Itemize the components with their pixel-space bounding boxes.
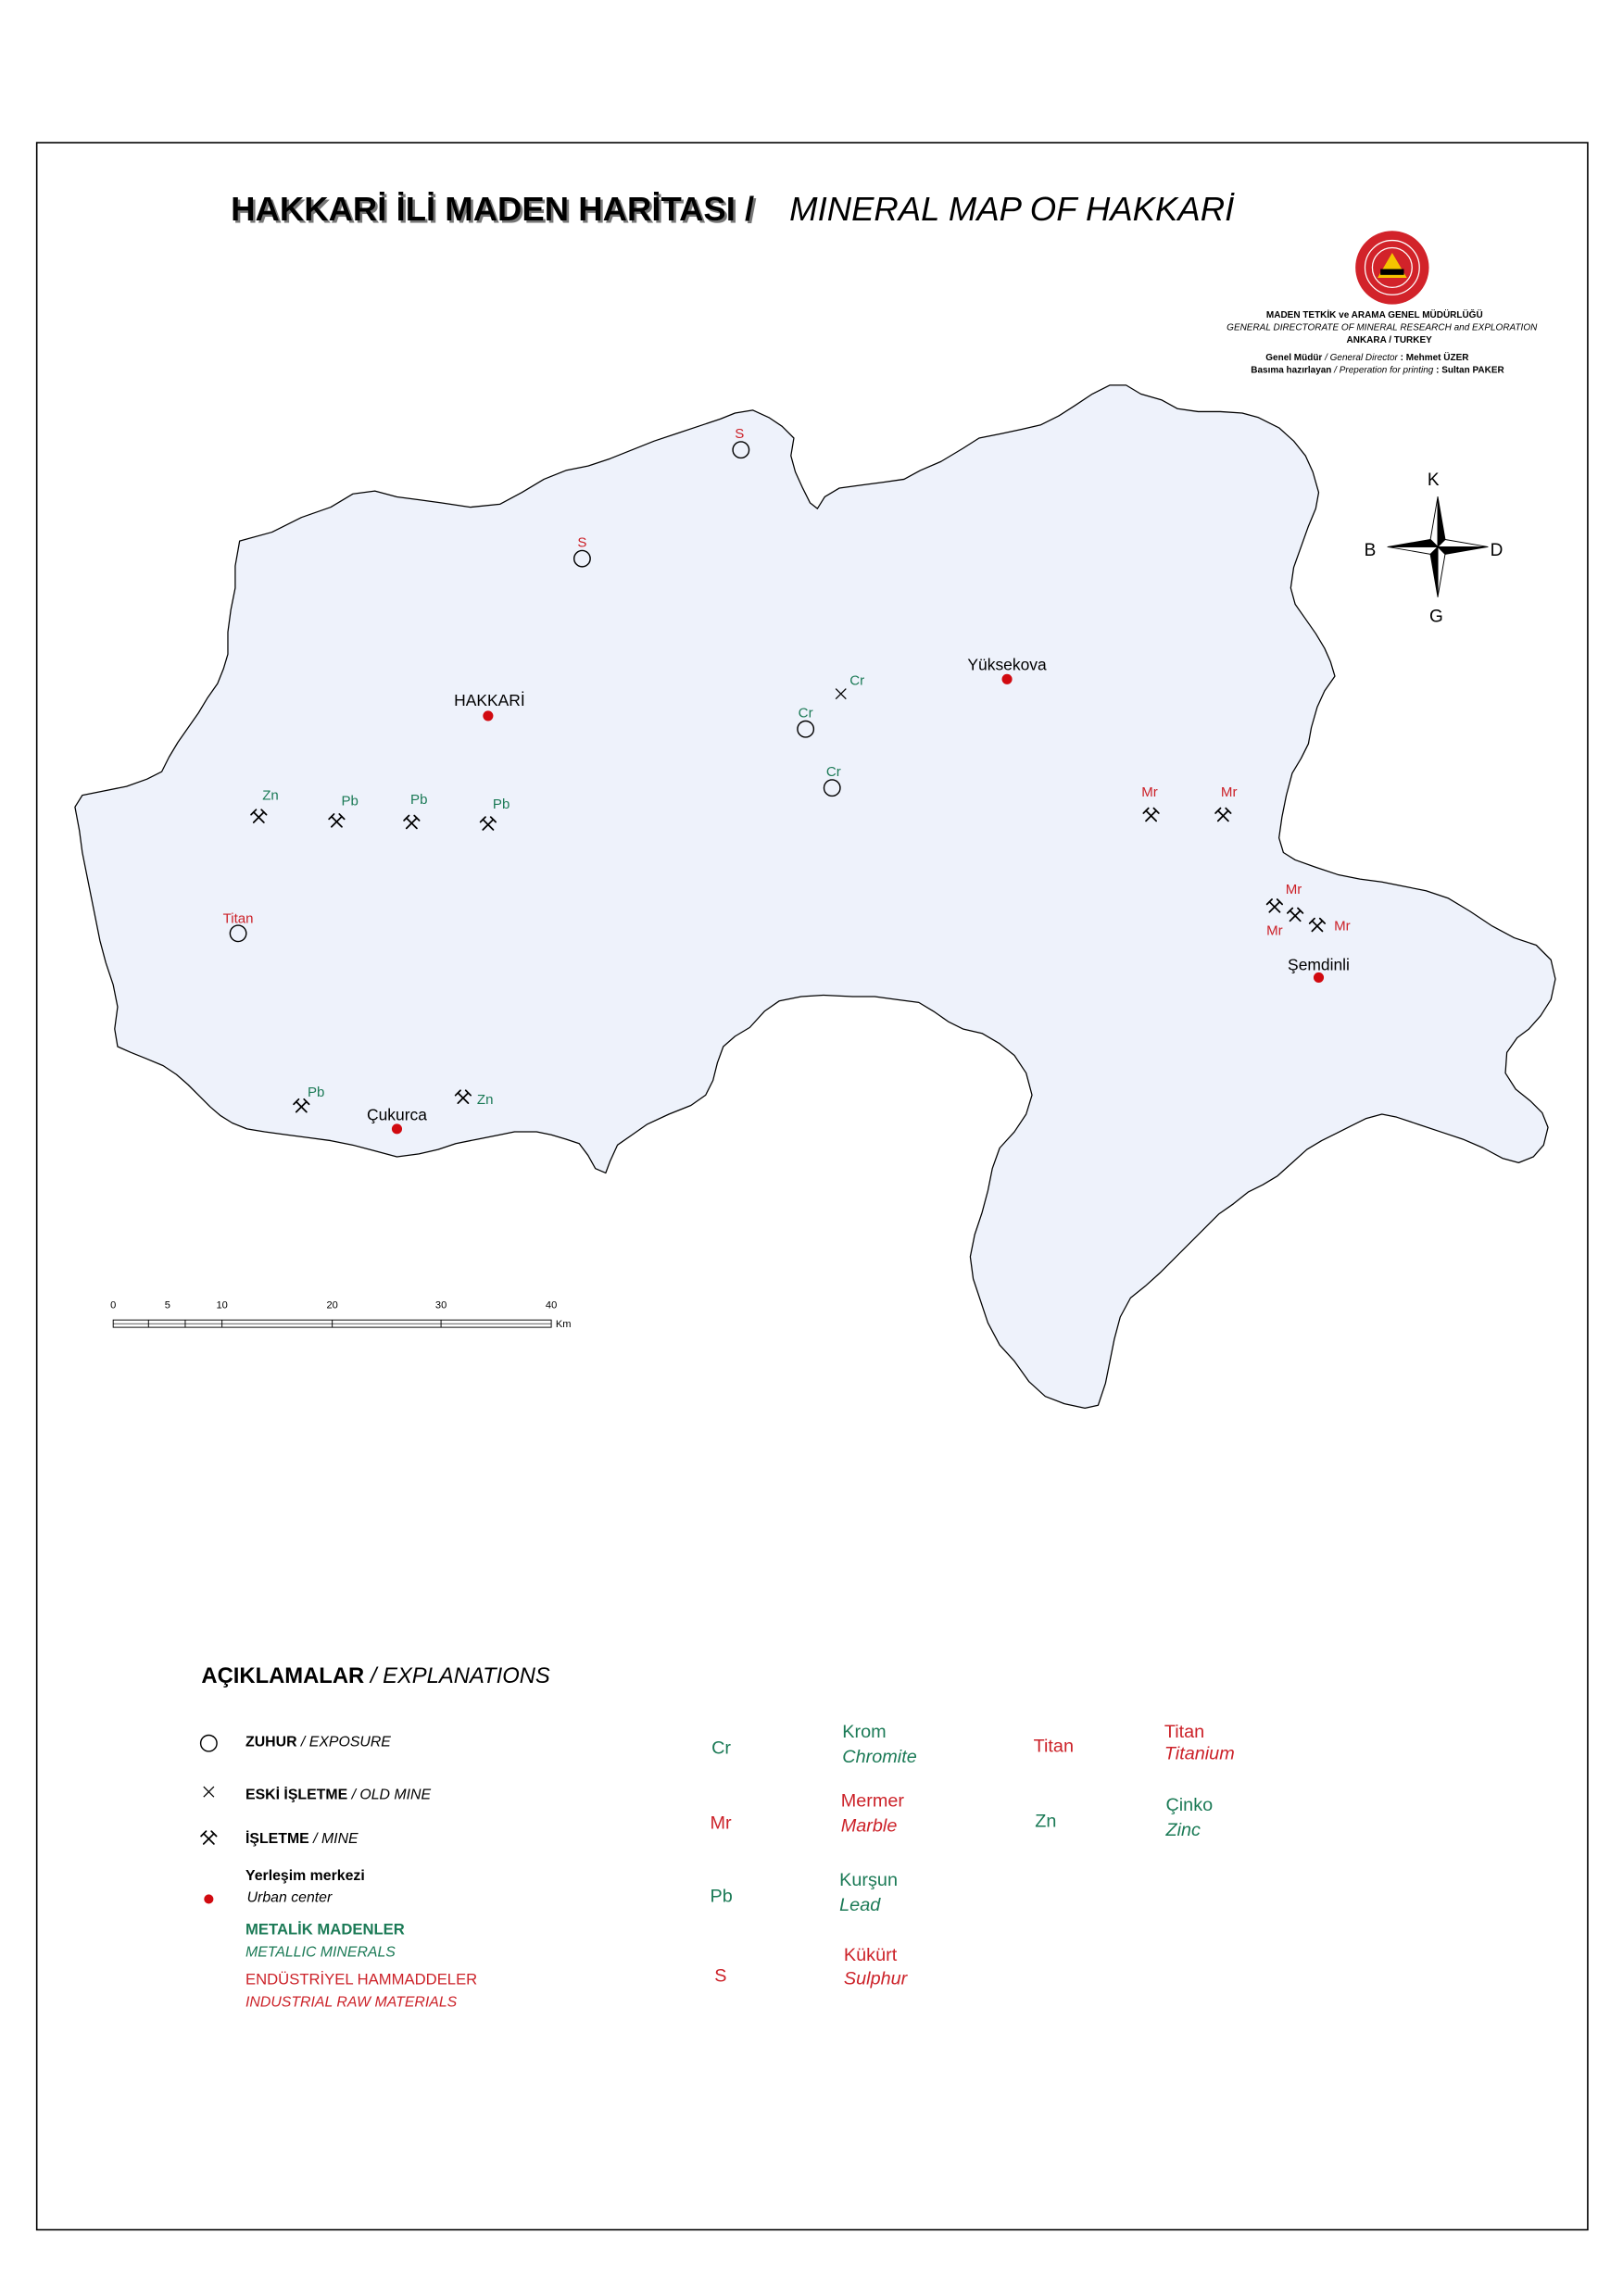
legend-exposure-tr: ZUHUR: [245, 1734, 297, 1750]
map-title-en: MINERAL MAP OF HAKKARİ: [789, 190, 1235, 229]
urban-center-icon: [204, 1894, 213, 1903]
director-label-en: / General Director: [1325, 352, 1398, 363]
legend-mine-en: / MINE: [313, 1831, 359, 1848]
urban-center-icon: [1002, 674, 1013, 684]
legend-mine-tr: İŞLETME: [245, 1831, 309, 1848]
site-label: Mr: [1334, 918, 1351, 935]
site-label: S: [577, 534, 587, 551]
legend-mineral-code: Cr: [711, 1738, 732, 1759]
scale-unit-label: Km: [555, 1319, 572, 1331]
urban-center-icon: [483, 710, 493, 721]
legend-old-mine-en: / OLD MINE: [351, 1787, 432, 1803]
urban-center-icon: [1314, 972, 1324, 983]
legend-mineral-name-en: Marble: [840, 1815, 898, 1837]
director-line: [1265, 351, 1468, 363]
scale-tick-label: 0: [110, 1299, 117, 1311]
legend-mineral-name-en: Zinc: [1165, 1820, 1201, 1841]
site-label: Mr: [1141, 784, 1158, 801]
legend-mineral-name: Krom: [842, 1721, 887, 1742]
legend: [201, 1663, 1235, 2010]
compass-west-label: B: [1364, 540, 1377, 560]
compass-south-label: G: [1429, 607, 1443, 627]
legend-mineral-name-en: Titanium: [1164, 1743, 1235, 1764]
legend-exposure-label: [245, 1734, 391, 1750]
legend-mineral-name-en: Sulphur: [843, 1968, 908, 1989]
compass-north-label: K: [1427, 470, 1440, 490]
site-label: Titan: [222, 910, 254, 927]
site-label: Mr: [1220, 784, 1238, 801]
legend-mineral-name: Kurşun: [839, 1870, 898, 1891]
scale-tick-label: 40: [545, 1299, 558, 1311]
legend-mineral-code: S: [714, 1965, 727, 1987]
legend-mineral-name: Çinko: [1165, 1795, 1214, 1816]
preparation-line: [1251, 365, 1503, 375]
legend-mineral-name: Mermer: [840, 1790, 905, 1812]
mta-logo-icon: [1355, 231, 1428, 304]
site-label: Cr: [798, 705, 813, 721]
site-label: Zn: [476, 1091, 494, 1108]
legend-old-mine-label: [245, 1787, 431, 1803]
old-mine-icon: [204, 1787, 214, 1797]
site-label: Pb: [341, 793, 359, 809]
legend-heading-en: / EXPLANATIONS: [370, 1663, 550, 1689]
place-label: Çukurca: [367, 1105, 427, 1124]
legend-heading: [201, 1663, 550, 1688]
scale-tick-label: 5: [164, 1299, 170, 1311]
hakkari-province-outline: [75, 385, 1555, 1409]
site-label: S: [735, 425, 745, 442]
scale-tick-label: 20: [326, 1299, 338, 1311]
legend-urban-center-en: Urban center: [246, 1889, 333, 1906]
legend-industrial-tr: ENDÜSTRİYEL HAMMADDELER: [245, 1970, 478, 1989]
legend-mineral-code: Mr: [710, 1813, 732, 1834]
legend-mineral-name-en: Chromite: [842, 1746, 917, 1767]
compass-north-left: [1430, 496, 1438, 546]
director-label: Genel Müdür: [1265, 352, 1323, 363]
exposure-icon: [201, 1735, 217, 1750]
institution-location: ANKARA / TURKEY: [1346, 334, 1432, 345]
place-label: HAKKARİ: [454, 690, 525, 709]
site-label: Cr: [825, 763, 841, 780]
institution-name-en: GENERAL DIRECTORATE OF MINERAL RESEARCH and EXPLORATION: [1227, 322, 1538, 333]
compass-east-bottom: [1438, 546, 1488, 554]
legend-exposure-en: / EXPOSURE: [300, 1734, 391, 1750]
map-frame: [37, 143, 1588, 2229]
compass-north-right: [1438, 496, 1445, 546]
director-name: : Mehmet ÜZER: [1400, 352, 1469, 363]
site-label: Cr: [849, 672, 865, 689]
scale-tick-label: 30: [434, 1299, 447, 1311]
legend-mineral-name: Kükürt: [843, 1945, 898, 1966]
mine-icon: [201, 1831, 217, 1844]
institution-name-tr: MADEN TETKİK ve ARAMA GENEL MÜDÜRLÜĞÜ: [1265, 309, 1483, 320]
compass-south-left: [1430, 546, 1438, 596]
scale-bar: [113, 1320, 551, 1327]
scale-tick-label: 10: [216, 1299, 228, 1311]
legend-mineral-code: Zn: [1035, 1811, 1057, 1832]
compass-south-right: [1438, 546, 1445, 596]
prep-label-en: / Preperation for printing: [1334, 365, 1434, 376]
map-title-tr: HAKKARİ İLİ MADEN HARİTASI /: [231, 190, 755, 229]
site-label: Pb: [410, 792, 428, 809]
site-label: Mr: [1266, 922, 1283, 939]
legend-mineral-name: Titan: [1164, 1721, 1205, 1742]
legend-urban-center-tr: Yerleşim merkezi: [245, 1867, 365, 1884]
institution-block: [1227, 308, 1538, 376]
legend-mineral-name-en: Lead: [839, 1895, 881, 1916]
prep-name: : Sultan PAKER: [1436, 365, 1504, 376]
prep-label: Basıma hazırlayan: [1251, 365, 1332, 376]
legend-mineral-code: Titan: [1033, 1736, 1074, 1757]
compass-west-bottom: [1388, 546, 1438, 554]
compass-west-top: [1388, 540, 1438, 547]
compass-east-top: [1438, 540, 1488, 547]
site-label: Zn: [262, 787, 279, 804]
compass-east-label: D: [1490, 540, 1503, 560]
legend-metallic-en: METALLIC MINERALS: [245, 1944, 396, 1961]
site-label: Pb: [492, 796, 510, 812]
legend-metallic-tr: METALİK MADENLER: [245, 1920, 405, 1938]
site-label: Mr: [1285, 881, 1302, 897]
legend-old-mine-tr: ESKİ İŞLETME: [245, 1787, 348, 1803]
legend-mineral-code: Pb: [710, 1886, 733, 1907]
place-label: Yüksekova: [967, 655, 1047, 674]
legend-industrial-en: INDUSTRIAL RAW MATERIALS: [245, 1994, 458, 2011]
legend-heading-tr: AÇIKLAMALAR: [201, 1663, 365, 1689]
site-label: Pb: [307, 1084, 325, 1100]
urban-center-icon: [392, 1123, 402, 1134]
compass-rose-icon: [1388, 496, 1488, 596]
legend-mine-label: [245, 1830, 359, 1847]
logo-band: [1380, 270, 1403, 275]
place-label: Şemdinli: [1288, 955, 1350, 974]
